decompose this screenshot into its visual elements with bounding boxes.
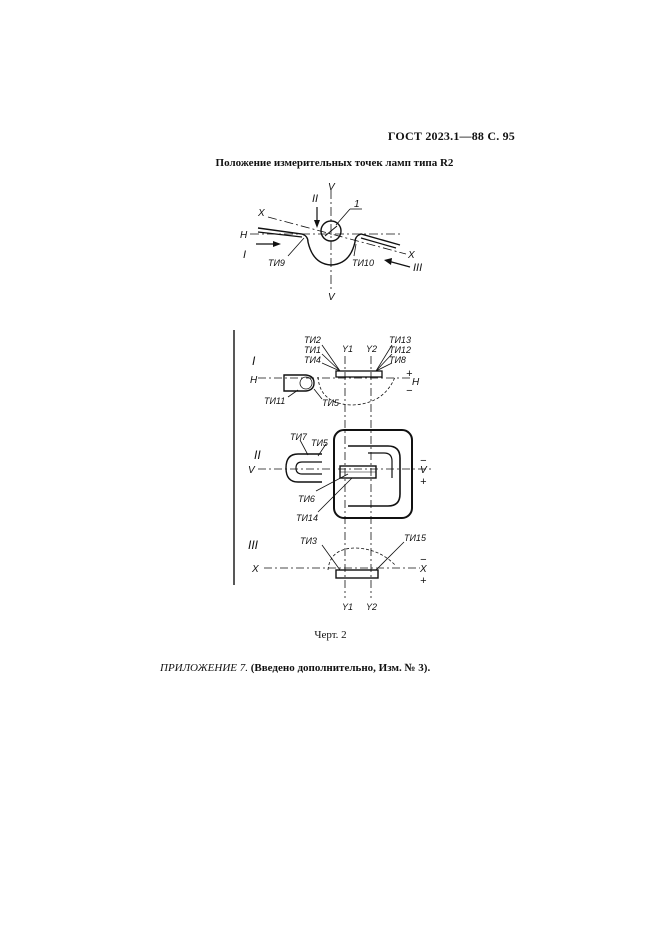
view-3 — [248, 533, 427, 612]
ti6-label: ТИ6 — [298, 494, 315, 504]
h-right-label-view-1: H — [412, 377, 420, 388]
y1-bottom-label: Y1 — [342, 602, 354, 612]
v-top-label: V — [328, 182, 335, 193]
y1-top-label: Y1 — [342, 344, 354, 354]
ti2-label: ТИ2 — [304, 335, 321, 345]
ti14-label: ТИ14 — [296, 513, 318, 523]
view-1 — [250, 335, 420, 408]
x-right-label-view-3: X — [420, 564, 427, 575]
ti1-label: ТИ1 — [304, 345, 321, 355]
ti9-label: ТИ9 — [268, 258, 285, 268]
direction-2-label: II — [312, 193, 319, 205]
plus-view-2: + — [420, 476, 427, 488]
direction-1-label: I — [243, 249, 247, 261]
plus-view-3: + — [420, 575, 427, 587]
ti4-label: ТИ4 — [304, 355, 321, 365]
figure-title: Положение измерительных точек ламп типа R2 — [215, 157, 454, 169]
x-right-label: X — [408, 250, 415, 261]
ti5-label-view-2: ТИ5 — [311, 438, 328, 448]
direction-3-label: III — [413, 262, 423, 274]
ti10-label: ТИ10 — [352, 258, 374, 268]
appendix-note: (Введено дополнительно, Изм. № 3). — [250, 662, 431, 674]
h-left-label: H — [240, 230, 248, 241]
h-left-label-view-1: H — [250, 375, 258, 386]
view-2-roman: II — [254, 448, 261, 462]
view-2 — [248, 430, 432, 523]
figure-caption: Черт. 2 — [314, 629, 347, 641]
ti5-label-view-1: ТИ5 — [322, 398, 339, 408]
x-left-label: X — [258, 208, 265, 219]
minus-view-1: − — [406, 385, 413, 397]
page-header: ГОСТ 2023.1—88 С. 95 — [387, 129, 515, 143]
appendix-label: ПРИЛОЖЕНИЕ 7. — [160, 662, 248, 674]
ti3-label: ТИ3 — [300, 536, 317, 546]
ti7-label: ТИ7 — [290, 432, 307, 442]
v-left-label-view-2: V — [248, 465, 255, 476]
view-1-roman: I — [252, 354, 256, 368]
y2-top-label: Y2 — [366, 344, 378, 354]
plus-view-1: + — [406, 368, 413, 380]
x-left-label-view-3: X — [252, 564, 259, 575]
ti8-label: ТИ8 — [389, 355, 406, 365]
top-view — [240, 182, 422, 303]
ti13-label: ТИ13 — [389, 335, 411, 345]
ti15-label: ТИ15 — [404, 533, 426, 543]
v-bottom-label: V — [328, 292, 335, 303]
callout-1-label: 1 — [354, 199, 360, 210]
view-3-roman: III — [248, 538, 259, 552]
minus-view-3: − — [420, 554, 427, 566]
ti11-label: ТИ11 — [264, 396, 286, 406]
ti12-label: ТИ12 — [389, 345, 411, 355]
v-right-label-view-2: V — [420, 465, 427, 476]
y2-bottom-label: Y2 — [366, 602, 378, 612]
appendix-line — [160, 662, 430, 674]
minus-view-2: − — [420, 455, 427, 467]
